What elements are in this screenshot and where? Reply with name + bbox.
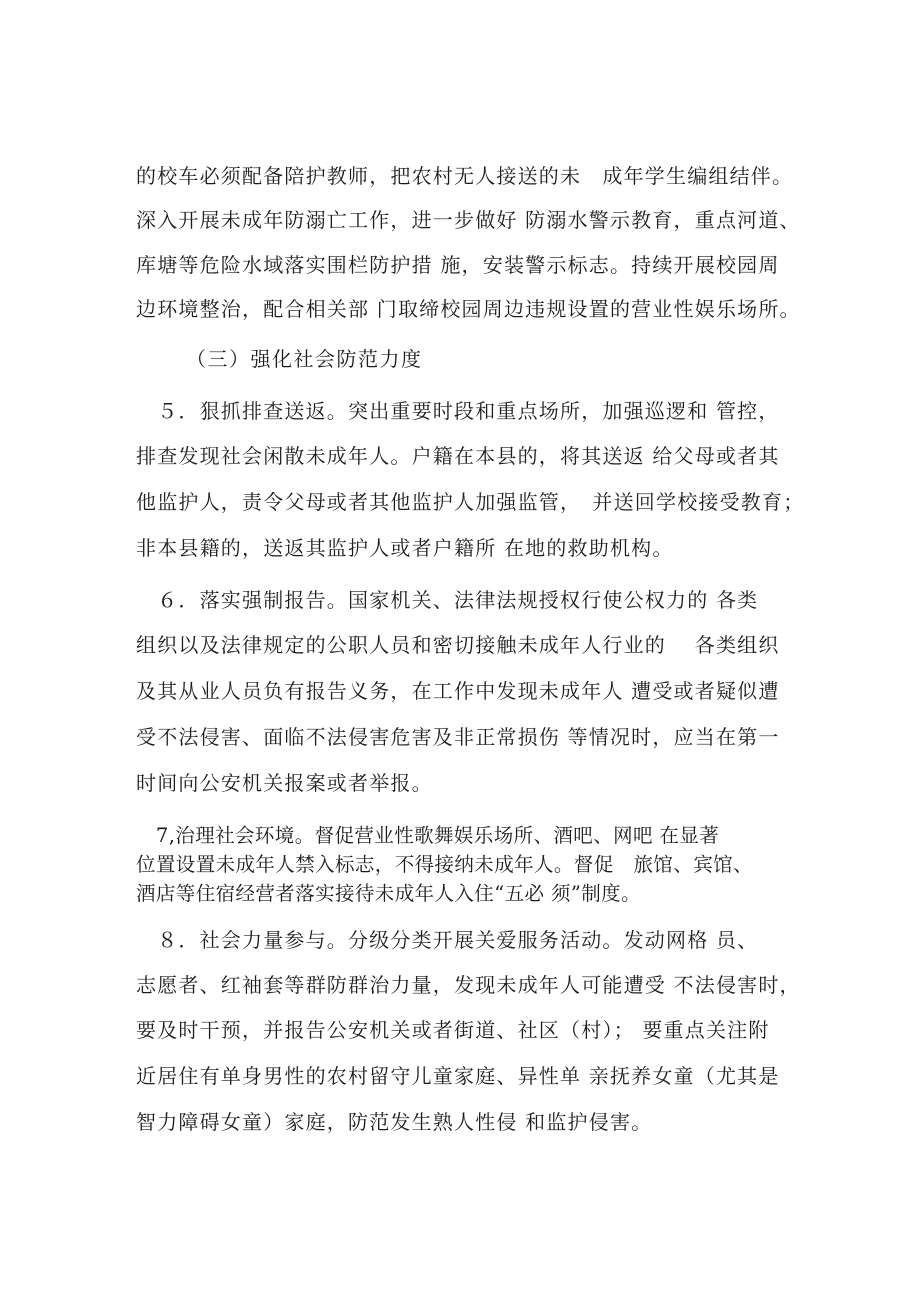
body-text-line: 排查发现社会闲散未成年人。户籍在本县的，将其送返 给父母或者其 [136,444,780,468]
section-heading: （三）强化社会防范力度 [186,347,423,371]
body-text-line: 深入开展未成年防溺亡工作，进一步做好 防溺水警示教育，重点河道、 [136,208,801,232]
body-text-line: 受不法侵害、面临不法侵害危害及非正常损伤 等情况时，应当在第一 [136,725,780,749]
body-text-line: 组织以及法律规定的公职人员和密切接触未成年人行业的 各类组织 [136,633,780,657]
body-text-line: ５．狠抓排查送返。突出重要时段和重点场所，加强巡逻和 管控， [136,399,780,423]
body-text-line: 志愿者、红袖套等群防群治力量，发现未成年人可能遭受 不法侵害时， [136,973,801,997]
body-text-line: 他监护人，责令父母或者其他监护人加强监管， 并送回学校接受教育； [136,490,805,514]
body-text-line: ６．落实强制报告。国家机关、法律法规授权行使公权力的 各类 [136,588,759,612]
body-text-line: 要及时干预，并报告公安机关或者街道、社区（村）； 要重点关注附 [136,1018,770,1042]
body-text-line: 边环境整治，配合相关部 门取缔校园周边违规设置的营业性娱乐场所。 [136,297,801,321]
body-text-line: 库塘等危险水域落实围栏防护措 施，安装警示标志。持续开展校园周 [136,253,780,277]
body-text-line: 位置设置未成年人禁入标志，不得接纳未成年人。督促 旅馆、宾馆、 [136,853,753,876]
body-text-line: 酒店等住宿经营者落实接待未成年人入住“五必 须”制度。 [136,882,641,905]
body-text-line: 非本县籍的，送返其监护人或者户籍所 在地的救助机构。 [136,536,674,560]
body-text-line: 近居住有单身男性的农村留守儿童家庭、异性单 亲抚养女童（尤其是 [136,1064,780,1088]
body-text-line: 的校车必须配备陪护教师，把农村无人接送的未 成年学生编组结伴。 [136,164,794,188]
body-text-line: 7,治理社会环境。督促营业性歌舞娱乐场所、酒吧、网吧 在显著 [136,824,720,847]
body-text-line: 时间向公安机关报案或者举报。 [136,771,433,795]
body-text-line: 及其从业人员负有报告义务，在工作中发现未成年人 遭受或者疑似遭 [136,679,780,703]
body-text-line: ８．社会力量参与。分级分类开展关爱服务活动。发动网格 员、 [136,928,759,952]
body-text-line: 智力障碍女童）家庭，防范发生熟人性侵 和监护侵害。 [136,1110,653,1134]
